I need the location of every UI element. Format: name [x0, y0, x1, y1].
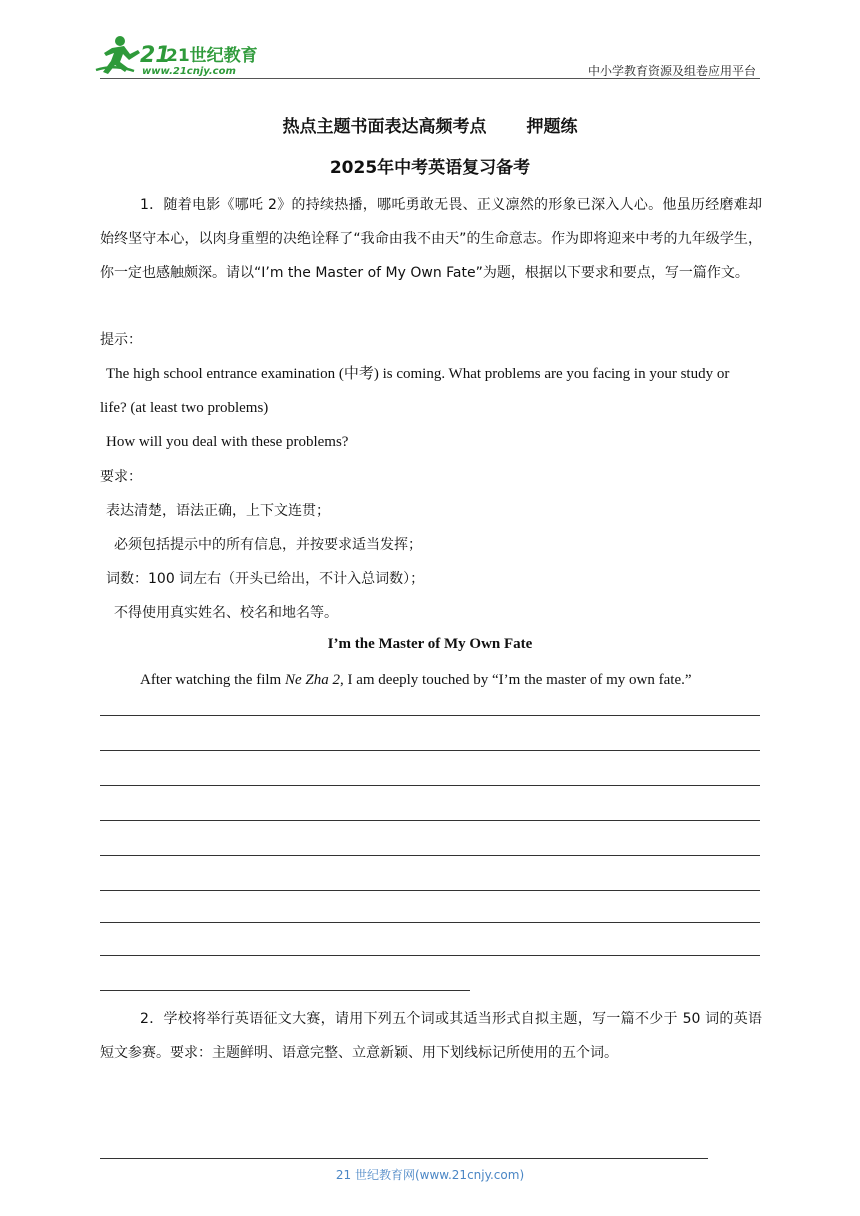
page-header [100, 34, 760, 82]
q1-req-label: 要求： [100, 469, 142, 485]
q1-hint-label: 提示： [100, 332, 142, 348]
q1-req-1: 表达清楚，语法正确，上下文连贯； [106, 503, 330, 519]
q2-body: 学校将举行英语征文大赛，请用下列五个词或其适当形式自拟主题，写一篇不少于 50 词的英语短文参赛。要求：主题鲜明、语意完整、立意新颖、用下划线标记所使用的五个词。 [100, 1011, 762, 1061]
q1-number: 1． [140, 197, 164, 213]
q1-intro-text: 随着电影《哪吒 2》的持续热播，哪吒勇敢无畏、正义凛然的形象已深入人心。他虽历经磨难却始终坚守本心，以肉身重塑的决绝诠释了“我命由我不由天”的生命意志。作为即将迎来中考的九年级学生，你一定也感触颇深。请以“I’m the Master of My Own Fate”为题，根据以下要求和要点，写一篇作文。 [100, 197, 762, 281]
q1-hint-2: How will you deal with these problems? [106, 434, 349, 450]
header-platform-text: 中小学教育资源及组卷应用平台 [587, 64, 756, 78]
q1-hint-1-cont: life? (at least two problems) [100, 400, 269, 416]
essay-opening-film: Ne Zha 2 [284, 672, 340, 688]
essay-opening-b: , I am deeply touched by “I’m the master of my own fate.” [339, 672, 692, 688]
q2-text [100, 1002, 762, 1070]
q2-number: 2． [140, 1011, 164, 1027]
21cnjy-logo [94, 34, 264, 78]
writing-line[interactable] [100, 922, 760, 923]
essay-title: I’m the Master of My Own Fate [327, 636, 533, 652]
logo-url: www.21cnjy.com [142, 66, 236, 77]
title-main: 热点主题书面表达高频考点 [282, 117, 487, 137]
header-rule [100, 78, 760, 79]
logo-text: 21世纪教育 [166, 46, 258, 66]
writing-line[interactable] [100, 820, 760, 821]
essay-opening [140, 670, 692, 690]
essay-opening-a: After watching the film [140, 672, 285, 688]
writing-line[interactable] [100, 715, 760, 716]
writing-line[interactable] [100, 750, 760, 751]
writing-line-last[interactable] [100, 990, 470, 991]
q1-hint-1: The high school entrance examination (中考) is coming. What problems are you facing in your study or [106, 366, 730, 382]
writing-line[interactable] [100, 890, 760, 891]
q1-intro [100, 188, 762, 290]
q1-req-4: 不得使用真实姓名、校名和地名等。 [114, 605, 338, 621]
page-title [0, 112, 860, 137]
writing-line[interactable] [100, 855, 760, 856]
writing-line[interactable] [100, 785, 760, 786]
footer-rule [100, 1158, 708, 1159]
page-subtitle: 2025年中考英语复习备考 [329, 158, 531, 178]
footer-link[interactable]: 21 世纪教育网(www.21cnjy.com) [335, 1168, 525, 1182]
q1-req-2: 必须包括提示中的所有信息，并按要求适当发挥； [114, 537, 422, 553]
title-sub: 押题练 [526, 117, 578, 137]
writing-line[interactable] [100, 955, 760, 956]
svg-text:21: 21 [140, 43, 171, 68]
q1-req-3: 词数：100 词左右（开头已给出，不计入总词数）； [106, 571, 425, 587]
